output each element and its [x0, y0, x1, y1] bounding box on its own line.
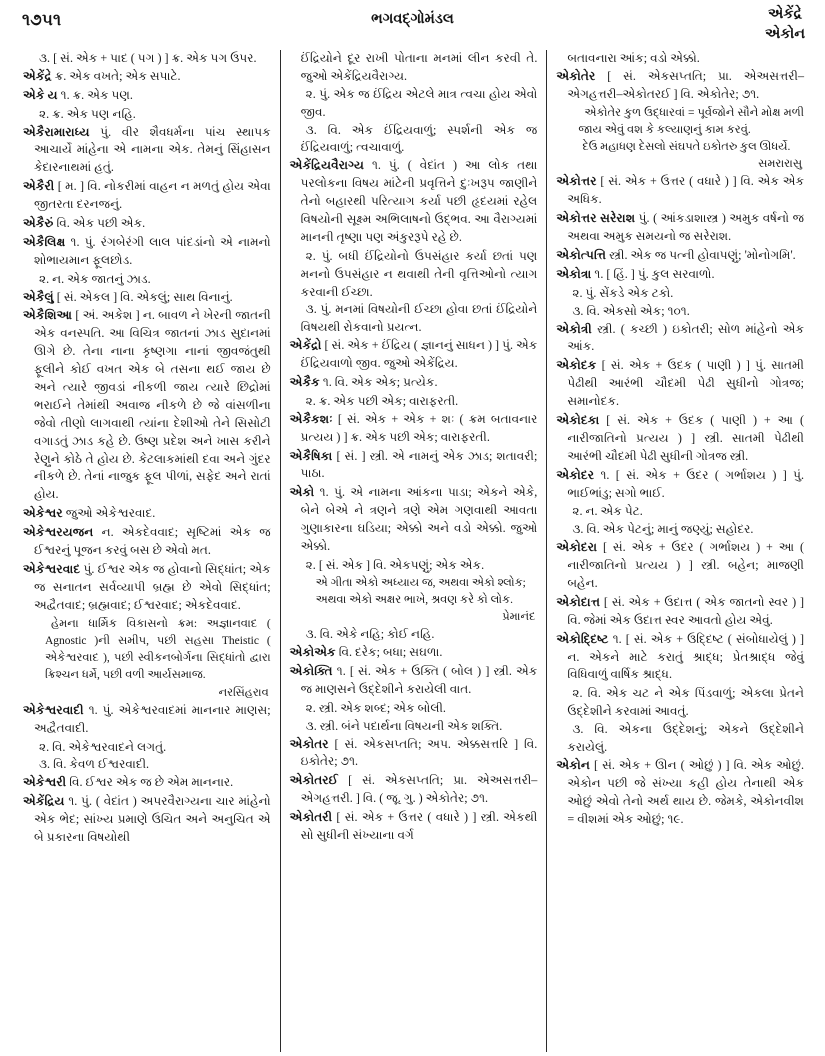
entry-sense: ૨. વિ. એક ચટ ને એક પિંડવાળું; એકલા પ્રેતને ઉદ્દેશીને કરવામાં આવતું.	[567, 686, 805, 719]
entry-headword: એકોન	[556, 757, 590, 772]
entry-headword: એકે ય	[23, 87, 58, 102]
citation-attribution: સમરારાસુ	[758, 158, 803, 171]
column-container	[14, 50, 813, 1052]
entry-headword: એકૈકશઃ	[289, 411, 333, 426]
dictionary-entry	[290, 448, 538, 484]
dictionary-entry	[23, 524, 271, 560]
entry-sense: ૨. ન. એક જાતનું ઝાડ.	[39, 271, 151, 286]
dictionary-entry	[23, 702, 271, 738]
entry-headword: એકૈરી	[23, 179, 55, 194]
entry-definition: [ સં. ] સ્ત્રી. એ નામનું એક ઝાડ; શતાવરી; પાઠા.	[300, 448, 538, 481]
entry-headword: એકૈક	[289, 375, 320, 390]
entry-headword: એકેશ્વરવાદ	[23, 561, 81, 576]
entry-definition: [ સં. એકસપ્તતિ; પ્રા. એઅસત્તરી–એગહત્તરી. ] વિ. ( જૂ. ગુ. ) એકોતેર; ૭૧.	[300, 773, 538, 806]
entry-sense: ૨. વિ. એકેશ્વરવાદને લગતું.	[39, 739, 167, 754]
dictionary-entry	[290, 772, 538, 808]
dictionary-entry	[23, 289, 271, 307]
entry-continuation: ઈંદ્રિયોને દૂર રાખી પોતાના મનમાં લીન કરવી તે. જુઓ એકેંદ્રિયવૈરાગ્ય.	[300, 51, 538, 83]
entry-definition: ન. એકદેવવાદ; સૃષ્ટિમાં એક જ ઈશ્વરનું પૂજન કરવું બસ છે એવો મત.	[34, 525, 271, 558]
entry-definition: [ સં. એક + ઉદક ( પાણી ) ] પું. સાતમી પેઢીથી આરંભી ચૌદમી પેઢી સુધીનો ગોત્રજ; સમાનોદક.	[567, 358, 805, 409]
entry-headword: એકોતરી	[289, 810, 333, 825]
entry-note: એકોતેર કુળ ઉદ્ધારવાં = પૂર્વજોને સૌને મોક્ષ મળી જાય એવું વશ કે કલ્યાણનું કામ કરવું.	[578, 106, 805, 136]
entry-sense: ૩. વિ. કેવળ ઈશ્વરવાદી.	[39, 757, 150, 772]
dictionary-entry	[556, 757, 804, 829]
entry-headword: એકો	[289, 485, 315, 500]
citation-attribution: નરસિંહરાવ	[218, 686, 269, 699]
running-head	[0, 0, 825, 52]
entry-headword: એકેંદ્રિયવૈરાગ્ય	[289, 158, 365, 173]
page-number: ૧૭૫૧	[22, 10, 62, 29]
dictionary-entry	[23, 774, 271, 792]
entry-headword: એકોદકા	[556, 412, 600, 427]
entry-headword: એકોદર	[556, 467, 595, 482]
dictionary-entry	[556, 467, 804, 503]
dictionary-entry	[23, 307, 271, 504]
entry-headword: એકેશ્વરયજન	[23, 525, 94, 540]
dictionary-entry	[290, 809, 538, 845]
book-title: ભગવદ્ગોમંડલ	[371, 11, 454, 27]
text-column-3	[546, 50, 813, 1052]
entry-sense: ૩. વિ. એકસો એક; ૧૦૧.	[572, 303, 690, 318]
entry-definition: [ સં. એકસપ્તતિ; પ્રા. એઅસત્તરી–એગહત્તરી–એકોતરઈ ] વિ. એકોતેર; ૭૧.	[567, 68, 805, 101]
dictionary-entry	[23, 793, 271, 847]
entry-sense: ૩. વિ. એક પેટનું; માનું જણ્યું; સહોદર.	[572, 522, 754, 537]
entry-definition: [ મ. ] વિ. નોકરીમાં વાહન ન મળતું હોય એવા જીતરતા દરનજનું.	[34, 179, 271, 212]
entry-headword: એકોત્તર સરેરાશ	[556, 211, 636, 226]
dictionary-entry	[556, 210, 804, 246]
entry-definition: ક્ર. એક વખતે; એક સપાટે.	[51, 68, 181, 83]
entry-headword: એકૈષિકા	[289, 448, 333, 463]
entry-sense: ૨. પું. સેંકડે એક ટકો.	[572, 285, 674, 300]
entry-headword: એકોદ્દિષ્ટ	[556, 631, 609, 646]
entry-sense: ૨. પું. એક જ ઈંદ્રિય એટલે માત્ર ત્વચા હોય એવો જીવ.	[300, 86, 538, 119]
dictionary-entry	[23, 234, 271, 270]
text-column-2	[280, 50, 547, 1052]
text-column-1	[14, 50, 280, 1052]
entry-definition: સ્ત્રી. એક જ પત્ની હોવાપણું; 'મોનોગમિ'.	[606, 247, 796, 262]
dictionary-entry	[556, 68, 804, 104]
entry-headword: એકોક્તિ	[289, 663, 333, 678]
entry-definition: [ સં. એક + ઉદાત્ત ( એક જાતનો સ્વર ) ] વિ. જેમાં એક ઉદાત્ત સ્વર આવતો હોય એવું.	[567, 594, 805, 627]
dictionary-entry	[290, 337, 538, 373]
citation-block	[290, 575, 538, 626]
entry-definition: પું. ઈશ્વર એક જ હોવાનો સિદ્ધાંત; એક જ સનાતન સર્વવ્યાપી બ્રહ્મ છે એવો સિદ્ધાંત; અદ્વૈતવાદ; બ્રહ્મવાદ; ઈશ્વરવાદ; એકદેવવાદ.	[34, 561, 271, 612]
entry-definition: ૧. પું. એકેશ્વરવાદમાં માનનાર માણસ; અદ્વૈતવાદી.	[34, 702, 271, 735]
dictionary-entry	[290, 663, 538, 699]
entry-headword: એકોત્રી	[556, 321, 592, 336]
entry-headword: એકૈરું	[23, 216, 54, 231]
entry-definition: [ સં. એક + ઈંદ્રિય ( જ્ઞાનનું સાધન ) ] પું. એક ઈંદ્રિયવાળો જીવ. જુઓ એકેંદ્રિય.	[300, 338, 538, 371]
dictionary-entry	[556, 247, 804, 265]
entry-headword: એકોત્રા	[556, 266, 592, 281]
entry-sense: ૩. વિ. એકના ઉદ્દેશનું; એકને ઉદ્દેશીને કરાયેલું.	[567, 722, 805, 754]
dictionary-entry	[23, 124, 271, 178]
entry-sense: ૨. ન. એક પેટ.	[572, 504, 643, 519]
entry-definition: સ્ત્રી. ( કચ્છી ) ઇકોતરી; સોળ માંહેનો એક આંક.	[567, 321, 805, 354]
entry-definition: ૧. [ સં. એક + ઉદ્દિષ્ટ ( સંબોધાયેલું ) ] ન. એકને માટે કરાતું શ્રાદ્ધ; પ્રેતશ્રાદ્ધ જેવું વિધિવાળું વાર્ષિક શ્રાદ્ધ.	[567, 631, 805, 682]
guide-word-first: એકેંદ્રે	[767, 6, 803, 22]
citation-block	[556, 139, 804, 173]
entry-definition: વિ. ઈશ્વર એક જ છે એમ માનનાર.	[66, 775, 234, 790]
citation-quote: એ ગીતા એકો અધ્યાય જ, અથવા એકો શ્લોક; અથવા એકો અક્ષર ભાખે, શ્રવણ કરે કો લોક.	[315, 576, 526, 606]
entry-definition: વિ. એક પછી એક.	[53, 216, 146, 231]
entry-sense: ૨. સ્ત્રી. એક શબ્દ; એક બોલી.	[305, 700, 446, 715]
dictionary-entry	[23, 505, 271, 523]
dictionary-entry	[290, 157, 538, 246]
entry-definition: જુઓ એકેશ્વરવાદ.	[62, 506, 156, 521]
entry-definition: [ સં. એક + ઉત્તર ( વધારે ) ] સ્ત્રી. એકથી સો સુધીની સંખ્યાના વર્ગ	[300, 810, 538, 842]
entry-definition: ૧. પું. ( વેદાંત ) અપરવૈરાગ્યના ચાર માંહેનો એક ભેદ; સાંખ્ય પ્રમાણે ઉચિત અને અનુચિત એ બે પ્રકારના વિષયોથી	[34, 794, 271, 844]
entry-sense: ૩. પું. મનમાં વિષયોની ઈચ્છા હોવા છતાં ઈંદ્રિયોને વિષયથી રોકવાનો પ્રયત્ન.	[300, 302, 538, 335]
dictionary-entry	[23, 178, 271, 214]
dictionary-entry	[556, 539, 804, 593]
entry-definition: [ સં. એક + ઉત્તર ( વધારે ) ] વિ. એક એક અધિક.	[567, 174, 805, 207]
dictionary-entry	[556, 321, 804, 357]
dictionary-entry	[290, 644, 538, 662]
citation-quote: દેઉ મહાધણ દેસલો સંઘપતે ઇકોતરુ કુલ ઊધર્યે.	[582, 141, 791, 154]
dictionary-entry	[556, 357, 804, 411]
citation-attribution: પ્રેમાનંદ	[502, 611, 536, 624]
entry-headword: એકોદરા	[556, 540, 598, 555]
entry-sense: ૨. પું. બધી ઈંદ્રિયોનો ઉપસંહાર કર્યા છતાં પણ મનનો ઉપસંહાર ન થવાથી તેની વૃત્તિઓનો ત્યાગ કરવાની ઈચ્છા.	[300, 248, 538, 299]
entry-note: હેમના ધાર્મિક વિકાસનો ક્રમ: અજ્ઞાનવાદ ( Agnostic )ની સમીપ, પછી સહસા Theistic ( એકેશ્વરવાદ ), પછી સ્વીકનબોર્ગના સિદ્ધાંતો દ્વારા ક્રિશ્ચન ધર્મે, પછી વળી આર્યસમાજ.	[45, 617, 271, 682]
entry-definition: પું. વીર શૈવધર્મના પાંચ સ્થાપક આચાર્યે માંહેના એ નામના એક. તેમનું સિંહાસન કેદારનાથમાં હતું.	[34, 124, 271, 175]
dictionary-entry	[290, 484, 538, 556]
entry-definition: વિ. દરેક; બધા; સઘળા.	[335, 645, 443, 660]
entry-headword: એકેશ્વરી	[23, 775, 67, 790]
dictionary-entry	[23, 215, 271, 233]
entry-headword: એકેશ્વર	[23, 506, 63, 521]
entry-definition: ૧. [ સં. એક + ઉક્તિ ( બોલ ) ] સ્ત્રી. એક જ માણસને ઉદ્દેશીને કરાયેલી વાત.	[300, 663, 538, 696]
dictionary-entry	[556, 412, 804, 466]
entry-headword: એકોત્પત્તિ	[556, 247, 607, 262]
entry-headword: એકેશ્વરવાદી	[23, 702, 84, 717]
entry-sense: ૩. [ સં. એક + પાદ ( પગ ) ] ક્ર. એક પગ ઉપર.	[39, 51, 257, 65]
entry-continuation: બતાવનારા આંક; વડો એક્કો.	[567, 51, 700, 65]
entry-definition: [ સં. એક + એક + શઃ ( ક્રમ બતાવનાર પ્રત્યય ) ] ક્ર. એક પછી એક; વારાફરતી.	[300, 411, 538, 444]
entry-definition: [ અં. અકેશ ] ન. બાવળ ને ખેરની જાતની એક વનસ્પતિ. આ વિચિત્ર જાતનાં ઝાડ સુદાનમાં ઊગે છે. તેના નાના કૃષ્ણગા નાનાં જીવજંતુથી ફૂલીને કોઈ વખત એક બે તસના થઈ જાય છે અને ત્યારે જીવડાં નીકળી જાય ત્યારે છિદ્રોમાં ભરાઈને તેમાંથી અવાજ નીકળે છે જે વાંસળીના જેવો તીણો લાગવાથી ત્યાંના દેશીઓ તેને સિસોટી વગાડતું ઝાડ કહે છે. ઉષ્ણ પ્રદેશ અને ખાસ કરીને રેણુને કોઠે તે હોય છે. કેટલાકમાંથી દવા અને ગુંદર નીકળે છે. તેનાં નાજુક ફૂલ પીળાં, સફેદ અને રાતાં હોય.	[34, 308, 271, 502]
dictionary-entry	[23, 561, 271, 615]
entry-headword: એકેંદ્રો	[289, 338, 322, 353]
entry-headword: એકોતેર	[556, 68, 596, 83]
entry-definition: ૧. પું. એ નામના આંકના પાડા; એકને એકે, બેને બેએ ને ત્રણને ત્રણે એમ ગણવાથી આવતા ગુણાકારના ઘડિયા; એક્કો અને વડો એક્કો. જુઓ એક્કો.	[300, 485, 538, 554]
dictionary-entry	[290, 374, 538, 392]
dictionary-entry	[23, 68, 271, 86]
guide-word-last: એકોન	[765, 25, 805, 42]
dictionary-entry	[556, 173, 804, 209]
dictionary-entry	[23, 87, 271, 105]
entry-definition: ૧. [ હિં. ] પું. કુલ સરવાળો.	[591, 266, 715, 281]
dictionary-entry	[290, 411, 538, 447]
entry-headword: એકોદાત્ત	[556, 594, 601, 609]
entry-headword: એકૈશિઆ	[23, 308, 73, 323]
entry-headword: એકૈલિક્ષ	[23, 234, 66, 249]
entry-headword: એકોતર	[289, 736, 329, 751]
entry-definition: [ સં. એક + ઉદર ( ગર્ભાશય ) + આ ( નારીજાતિનો પ્રત્યય ) ] સ્ત્રી. બહેન; માજણી બહેન.	[567, 540, 805, 590]
entry-sense: ૩. વિ. એક ઈંદ્રિયવાળું; સ્પર્શની એક જ ઈંદ્રિયવાળું; ત્વચાવાળું.	[300, 122, 538, 155]
entry-headword: એકેંદ્રે	[23, 68, 52, 83]
entry-headword: એકેંદ્રિય	[23, 794, 65, 809]
dictionary-entry	[290, 736, 538, 772]
entry-headword: એકોતરઈ	[289, 773, 339, 788]
entry-sense: ૩. વિ. એકે નહિ; કોઈ નહિ.	[305, 627, 435, 642]
entry-sense: ૩. સ્ત્રી. બંને પદાર્થના વિષયની એક શક્તિ.	[305, 718, 503, 733]
entry-headword: એકોદક	[556, 358, 597, 373]
entry-definition: [ સં. એકસપ્તતિ; અપ. એક્કસત્તરિ ] વિ. ઇકોતેર; ૭૧.	[300, 736, 538, 769]
dictionary-entry	[556, 266, 804, 284]
entry-definition: [ સં. એક + ઊન ( ઓછું ) ] વિ. એક ઓછું. એકોન પછી જે સંખ્યા કહી હોય તેનાથી એક ઓછું એવો તેનો અર્થ થાય છે. જેમકે, એકોનવીશ = વીશમાં એક ઓછું; ૧૯.	[567, 757, 805, 826]
entry-headword: એકોત્તર	[556, 174, 597, 189]
guide-words	[765, 5, 805, 44]
entry-definition: ૧. વિ. એક એક; પ્રત્યેક.	[319, 375, 438, 390]
dictionary-entry	[556, 594, 804, 630]
entry-definition: [ સં. એકલ ] વિ. એકલું; સાથ વિનાનું.	[53, 289, 233, 304]
entry-sense: ૨. [ સં. એક ] વિ. એકપણું; એક એક.	[305, 557, 485, 572]
entry-headword: એકૈરામારાધ્ય	[23, 124, 90, 139]
entry-sense: ૨. ક્ર. એક પછી એક; વારાફરતી.	[305, 393, 459, 408]
entry-definition: ૧. પું. રંગબેરંગી લાલ પાંદડાંનો એ નામનો શોભાયમાન ફૂલછોડ.	[34, 234, 271, 267]
entry-definition: ૧. ક્ર. એક પણ.	[57, 87, 133, 102]
entry-headword: એકૈલું	[23, 289, 54, 304]
entry-sense: ૨. ક્ર. એક પણ નહિ.	[39, 106, 136, 121]
entry-definition: ૧. [ સં. એક + ઉદર ( ગર્ભાશય ) ] પું. ભાઈભાંડુ; સગો ભાઈ.	[567, 467, 805, 500]
dictionary-entry	[556, 631, 804, 685]
entry-definition: ૧. પું. ( વેદાંત ) આ લોક તથા પરલોકના વિષય માંટેની પ્રવૃત્તિને દુઃખરૂપ જાણીને તેનો બહારથી પરિત્યાગ કર્યા પછી હૃદયમાં રહેલ વિષયોની સૂક્ષ્મ અભિલાષનો ઉદ્‌ભવ. આ વૈરાગ્યમાં માનની તૃષ્ણા પણ અંકુરરૂપે રહે છે.	[300, 158, 538, 244]
entry-headword: એકોએક	[289, 645, 336, 660]
entry-definition: પું. ( આંકડાશાસ્ત્ર ) અમુક વર્ષનો જ અથવા અમુક સમયનો જ સરેરાશ.	[567, 211, 805, 244]
entry-definition: [ સં. એક + ઉદક ( પાણી ) + આ ( નારીજાતિનો પ્રત્યય ) ] સ્ત્રી. સાતમી પેઢીથી આરંભી ચૌદમી પેઢી સુધીની ગોત્રજ સ્ત્રી.	[567, 412, 805, 463]
